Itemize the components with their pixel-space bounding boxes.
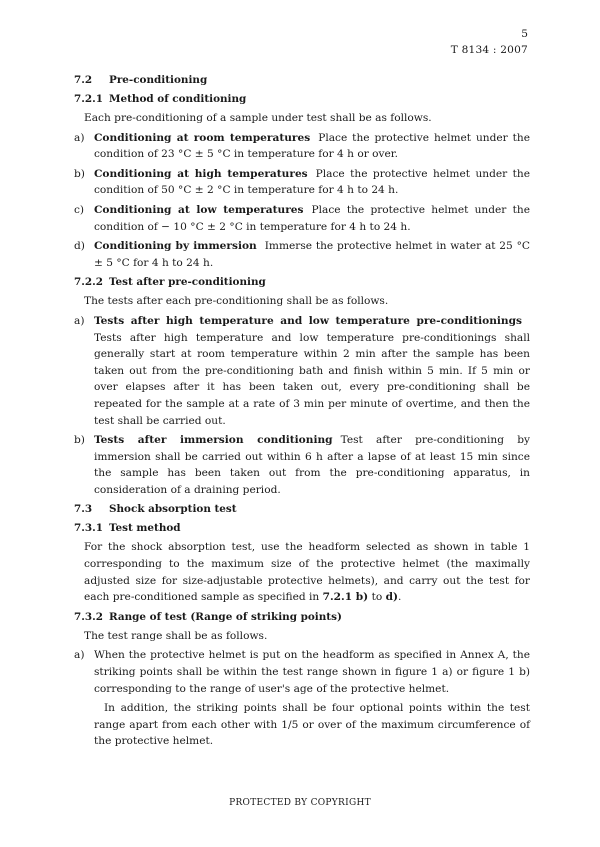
section-title: Pre-conditioning bbox=[109, 74, 208, 86]
section-number: 7.3.2 bbox=[74, 610, 103, 623]
item-text: Immerse the protective helmet in water at 25 °C ± 5 °C for 4 h to 24 h. bbox=[94, 240, 530, 269]
section-7-2-2-intro: The tests after each pre-conditioning shall be as follows. bbox=[84, 295, 389, 308]
paragraph-text: For the shock absorption test, use the headform selected as shown in table 1 corresponding to the maximum size of the protective helmet (the maximally adjusted size for size-adjustable protective helmets), and carry out the test for each pre-conditioned sample as specified in bbox=[84, 541, 530, 604]
section-title: Method of conditioning bbox=[109, 93, 247, 105]
paragraph-text: to bbox=[371, 591, 383, 604]
list-item bbox=[74, 432, 530, 498]
item-text: Place the protective helmet under the condition of 23 °C ± 5 °C in temperature for 4 h or over. bbox=[94, 131, 531, 161]
section-title: Range of test (Range of striking points) bbox=[109, 610, 342, 623]
item-bold-title: Conditioning by immersion bbox=[94, 240, 257, 253]
list-item bbox=[74, 238, 530, 271]
standard-code: T 8134 : 2007 bbox=[450, 44, 528, 56]
cross-reference: d) bbox=[385, 591, 398, 604]
item-label: b) bbox=[74, 434, 85, 447]
list-item bbox=[74, 647, 530, 697]
section-title: Test method bbox=[109, 522, 181, 535]
cross-reference: 7.2.1 b) bbox=[322, 591, 369, 604]
item-continuation-paragraph: In addition, the striking points shall be four optional points within the test range apart from each other with 1/5 or over of the maximum circumference of the protective helmet. bbox=[94, 702, 530, 748]
item-label: a) bbox=[74, 649, 85, 662]
copyright-footer: PROTECTED BY COPYRIGHT bbox=[229, 798, 371, 808]
item-text: Tests after high temperature and low temperature pre-conditionings shall generally start at room temperature within 2 min after the sample has been taken out from the pre-conditioning bath and finish within 5 min. If 5 min or over elapses after it has been taken out, every pre-conditioning shall be repeated for the sample at a rate of 3 min per minute of overtime, and then the test shall be carried out. bbox=[94, 331, 530, 427]
item-text: When the protective helmet is put on the headform as specified in Annex A, the striking points shall be within the test range shown in figure 1 a) or figure 1 b) corresponding to the range of user's age of the protective helmet. bbox=[94, 649, 530, 695]
section-7-2-1-intro: Each pre-conditioning of a sample under test shall be as follows. bbox=[84, 112, 432, 124]
section-7-3-1-paragraph bbox=[84, 539, 530, 605]
paragraph-text: . bbox=[398, 591, 402, 604]
section-title: Test after pre-conditioning bbox=[109, 276, 266, 289]
section-7-2-heading bbox=[74, 72, 530, 91]
item-text: Place the protective helmet under the condition of − 10 °C ± 2 °C in temperature for 4 h to 24 h. bbox=[94, 203, 530, 233]
list-item bbox=[74, 313, 530, 429]
list-item bbox=[74, 166, 530, 199]
item-text: Test after pre-conditioning by immersion shall be carried out within 6 h after a lapse of at least 15 min since the sample has been taken out from the pre-conditioning apparatus, in consideration of a draining period. bbox=[94, 434, 530, 496]
document-body bbox=[74, 72, 530, 753]
section-number: 7.3 bbox=[74, 503, 93, 516]
item-label: d) bbox=[74, 240, 85, 253]
list-item bbox=[74, 130, 530, 163]
section-number: 7.3.1 bbox=[74, 522, 103, 535]
page-number: 5 bbox=[521, 28, 528, 40]
section-7-3-2-intro: The test range shall be as follows. bbox=[84, 629, 268, 642]
section-7-3-2-heading bbox=[74, 609, 530, 628]
item-label: c) bbox=[74, 203, 85, 216]
section-title: Shock absorption test bbox=[109, 503, 237, 516]
item-label: a) bbox=[74, 314, 85, 327]
item-bold-title: Conditioning at low temperatures bbox=[94, 203, 304, 216]
section-7-3-1-heading bbox=[74, 520, 530, 539]
section-number: 7.2.1 bbox=[74, 93, 103, 105]
item-label: b) bbox=[74, 167, 85, 180]
item-bold-title: Tests after high temperature and low temperature pre-conditionings bbox=[94, 314, 522, 327]
section-7-3-heading bbox=[74, 501, 530, 520]
item-label: a) bbox=[74, 131, 85, 144]
item-bold-title: Tests after immersion conditioning bbox=[94, 434, 333, 447]
item-bold-title: Conditioning at high temperatures bbox=[94, 167, 308, 180]
list-item bbox=[74, 202, 530, 235]
section-number: 7.2 bbox=[74, 74, 93, 86]
section-number: 7.2.2 bbox=[74, 276, 103, 289]
item-text: Place the protective helmet under the condition of 50 °C ± 2 °C in temperature for 4 h to 24 h. bbox=[94, 167, 530, 197]
section-7-2-2-heading bbox=[74, 274, 530, 293]
item-bold-title: Conditioning at room temperatures bbox=[94, 131, 311, 144]
section-7-2-1-heading bbox=[74, 91, 530, 110]
